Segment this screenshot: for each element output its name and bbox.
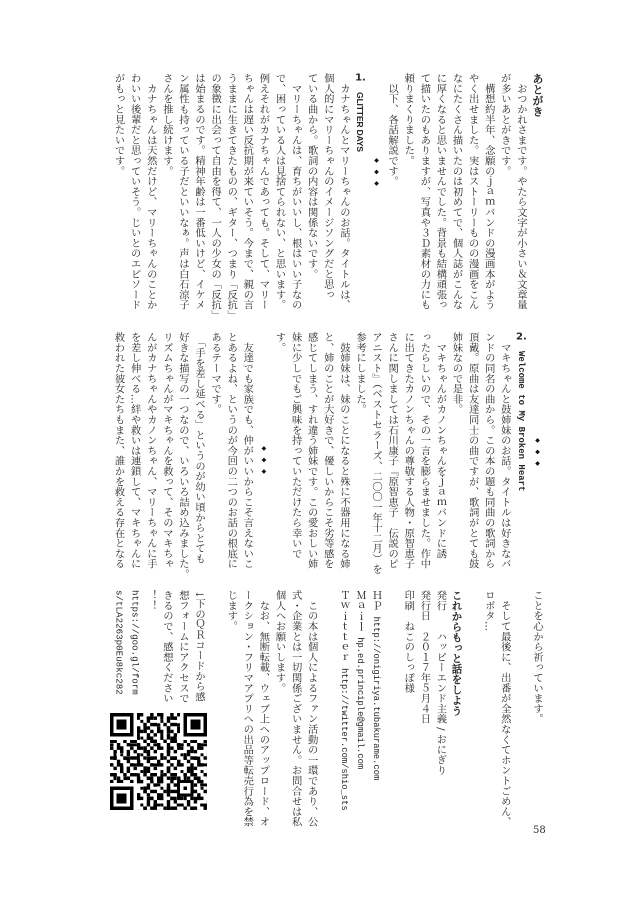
text-column: ったらしいので、その一言を膨らませました。作中 [418, 332, 431, 569]
text-column: うままに生きてきたものの、ギター、つまり「反抗」 [225, 73, 238, 321]
text-column: ちゃんは遅い反抗期が来ていそう。今まで、親の言 [241, 73, 254, 310]
text-column: て描いたのもありますが、写真や３Ｄ素材の力にも [418, 73, 431, 310]
text-column: で、困っている人は見捨てられない、と思います。 [273, 73, 286, 310]
feedback-column: 想フォームにアクセスで [176, 590, 189, 704]
text-column: 構想約半年、念願のｊａｍバンドの漫画本がよう [482, 73, 495, 310]
text-column: 姉妹なので是非。 [450, 332, 463, 415]
link-mail [352, 590, 368, 832]
text-column: さんを推し続けます。 [160, 73, 173, 176]
text-column: は始まるのです。精神年齢は一番低いけど、イケメ [193, 73, 206, 310]
text-column: す。 [273, 332, 286, 353]
feedback-url-line: https://goo.gl/form [129, 590, 141, 695]
text-column: に厚くなると思いませんでした。背景も結構頑張っ [434, 73, 447, 310]
notice-column: なお、無断転載、ウェブ上へのアップロード、オ [257, 590, 270, 827]
text-column: 鼓姉妹は、妹のことになると殊に不器用になる姉 [337, 332, 350, 569]
text-column: ロボタ… [482, 590, 495, 632]
text-column: ン属性も持っている子だといいなぁ。声は白石涼子 [176, 73, 189, 310]
text-column: アニスト』（ベストセラーズ、二〇〇一年十二月）を [370, 332, 383, 575]
notice-column: じます。 [225, 590, 238, 632]
text-column: 救われた彼女たちもまた、誰かを救える存在となる [112, 332, 125, 569]
homepage-label: ＨＰ [370, 590, 383, 611]
colophon-publisher [432, 590, 448, 832]
section-1-heading [352, 73, 368, 315]
text-column: を差し伸べる…絆や救いは連鎖して、マキちゃんに [128, 332, 141, 569]
printer-value: ねこのしっぽ様 [402, 620, 415, 694]
text-column: 妹に少しでもご興味を持っていただけたら幸いで [289, 332, 302, 559]
publisher-label: 発行 [434, 590, 447, 611]
text-column: とあるよね、というのが今回の二つのお話の根底に [225, 332, 238, 569]
text-column: んがカナちゃんやカノンちゃん、マリーちゃんに手 [144, 332, 157, 569]
blank-column [465, 590, 481, 832]
text-column: ンドの同名の曲から。この本の題も同曲の歌詞から [482, 332, 495, 569]
notice-column: 個人へお願いします。 [273, 590, 286, 693]
text-column: カナちゃんとマリーちゃんのお話。タイトルは、 [337, 73, 350, 310]
text-column: カナちゃんは天然だけど、マリーちゃんのことか [144, 73, 157, 310]
text-column: やく出せました。実はストーリーものの漫画をこん [466, 73, 479, 310]
feedback-column: きるので、感想ください [160, 590, 173, 704]
diamond-separator-icon: ◆◆◆ [534, 437, 541, 472]
blank-column [384, 590, 400, 832]
text-column: あるテーマです。 [209, 332, 222, 415]
section-2-number: 2. [516, 332, 527, 342]
text-column: リズムちゃんがマキちゃんを救って、そのマキちゃ [160, 332, 173, 569]
notice-column: 式・企業とは一切関係ございません。お問合せは私 [289, 590, 302, 827]
homepage-url: http://onigiriya.tubakurame.com [371, 616, 382, 781]
text-column: 以下、各話解説です。 [386, 73, 399, 187]
text-column: ことを心から祈っています。 [531, 590, 543, 724]
date-value: ２０１７年５月４日 [418, 631, 431, 724]
text-column: なにたくさん描いたのは初めてで、個人誌がこんな [450, 73, 463, 310]
qr-code-icon [110, 713, 207, 810]
text-column: 好きな描写の一つなので、いろいろ詰め込みました。 [176, 332, 189, 580]
text-column: おつかれさまです。やたら文字が小さい＆文章量 [514, 73, 527, 310]
text-column: マキちゃんと鼓姉妹のお話。タイトルは好きなバ [498, 332, 511, 569]
text-column: 個人的にマリーちゃんのイメージソングだと思っ [321, 73, 334, 300]
printer-label: 印刷 [402, 590, 415, 611]
link-twitter [336, 590, 352, 832]
twitter-label: Ｔｗｉｔｔｅｒ [337, 590, 350, 663]
section-2-heading [513, 332, 529, 574]
link-homepage [368, 590, 384, 832]
mail-address: hp.ed.principle@gmail.com [354, 637, 365, 770]
text-column: 参考にしました。 [353, 332, 366, 415]
blank-column [513, 590, 529, 832]
text-column: マリーちゃんは、育ちがいいし、根はいい子なの [289, 73, 302, 310]
text-column: わいい後輩だと思っていそう。じいとのエピソード [128, 73, 141, 310]
text-column: が多いあとがきです。 [498, 73, 511, 176]
middle-tier [110, 332, 545, 580]
text-column: と、姉のことが大好きで、優しいからこそ劣等感を [321, 332, 334, 569]
colophon-printer [400, 590, 416, 832]
diamond-separator-icon: ◆◆◆ [260, 445, 268, 480]
text-column: 頼りまくりました。 [402, 73, 415, 166]
notice-column: ークション・フリマアプリへの出品等転売行為を禁 [241, 590, 254, 827]
text-column: 例えそれがカナちゃんであっても。そして、マリー [257, 73, 270, 310]
section-1-title: GLITTER DAYS [354, 92, 365, 152]
text-column: ている曲から。歌詞の内容は関係ないです。 [305, 73, 318, 279]
text-column: 頂戴。原曲は友達同士の曲ですが、歌詞がとても鼓 [466, 332, 479, 569]
blank-column [320, 590, 336, 832]
afterword-heading: あとがき [531, 73, 544, 117]
text-column: 感じてしまう、すれ違う姉妹です。この愛おしい姉 [305, 332, 318, 569]
text-column: がもっと見たいです。 [112, 73, 125, 176]
text-column: そして最後に、出番が全然なくてホントごめん、 [498, 590, 511, 827]
section-1-number: 1. [355, 73, 366, 83]
diamond-separator-icon: ◆◆◆ [373, 157, 381, 192]
publisher-value: ハッピーエンド主義 / おにぎり [434, 631, 447, 776]
feedback-column: ↓下のＱＲコードから感 [193, 590, 206, 702]
text-column: マキちゃんがカノンちゃんをｊａｍバンドに誘 [434, 332, 447, 559]
text-column: 「手を差し延べる」というのが幼い頃からとても [193, 332, 206, 564]
blank-column [207, 590, 223, 832]
section-2-title: Welcome to My Broken Heart [515, 351, 526, 492]
text-column: に出てきたカノンちゃんの尊敬する人物・原智恵子 [402, 332, 415, 569]
top-tier [110, 73, 545, 321]
colophon-date [416, 590, 432, 832]
feedback-url-line: s/tLA2263p0Eu8kc282 [113, 590, 125, 695]
colophon-heading: これからもっと話をしよう [450, 590, 463, 716]
page-number: 58 [533, 825, 546, 836]
twitter-url: http://twitter.com/shio_sts [338, 668, 349, 811]
date-label: 発行日 [418, 590, 431, 621]
notice-column: この本は個人によるファン活動の一環であり、公 [305, 590, 318, 827]
text-column: 友達でも家族でも、仲がいいからこそ言えないこ [241, 332, 254, 569]
text-column: さんに関しましては石川康子『原智恵子 伝説のピ [386, 332, 399, 569]
feedback-column: ！！ [144, 590, 157, 611]
mail-label: Ｍａｉｌ [353, 590, 366, 632]
text-column: の象徴に出会って自由を得て、一人の少女の「反抗」 [209, 73, 222, 321]
